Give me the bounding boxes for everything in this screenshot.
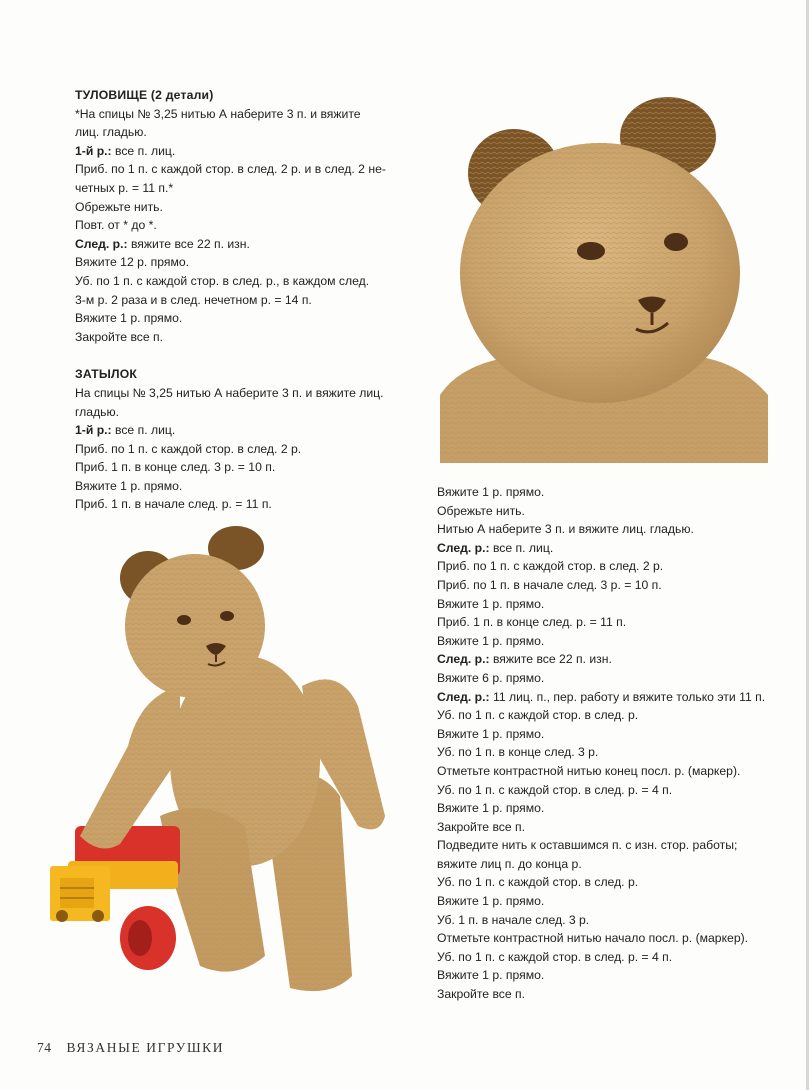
- instruction-text: Уб. по 1 п. с каждой стор. в след. р.: [437, 875, 639, 890]
- instruction-line: [75, 105, 420, 124]
- instruction-text: Подведите нить к оставшимся п. с изн. стор. работы;: [437, 838, 738, 853]
- instruction-text: Уб. по 1 п. с каждой стор. в след. р.: [437, 708, 639, 723]
- instruction-line: [75, 291, 420, 310]
- instruction-text: все п. лиц.: [111, 423, 176, 438]
- instruction-line: [437, 948, 797, 967]
- instruction-text: все п. лиц.: [111, 143, 176, 158]
- instruction-text: Обрежьте нить.: [75, 199, 163, 214]
- page-number: 74: [37, 1040, 52, 1055]
- instruction-text: Приб. 1 п. в начале след. р. = 11 п.: [75, 497, 272, 512]
- instruction-line: [437, 688, 797, 707]
- instruction-line: [75, 309, 420, 328]
- instruction-text: Вяжите 12 р. прямо.: [75, 255, 190, 270]
- instruction-line: [437, 799, 797, 818]
- instruction-text: Вяжите 1 р. прямо.: [437, 801, 545, 816]
- instruction-text: Вяжите 1 р. прямо.: [437, 726, 545, 741]
- row-label: След. р.:: [75, 236, 128, 251]
- instruction-text: Вяжите 1 р. прямо.: [437, 596, 545, 611]
- instruction-line: [437, 873, 797, 892]
- instruction-text: Вяжите 1 р. прямо.: [437, 894, 545, 909]
- instruction-line: [437, 818, 797, 837]
- row-label: 1-й р.:: [75, 423, 112, 438]
- continued-instructions: [437, 483, 797, 1004]
- instruction-line: [437, 557, 797, 576]
- instruction-line: [437, 911, 797, 930]
- instruction-text: Отметьте контрастной нитью конец посл. р. (маркер).: [437, 763, 741, 778]
- section-body-instructions: [75, 105, 420, 347]
- instruction-line: [75, 142, 420, 161]
- instruction-line: [75, 421, 420, 440]
- instruction-text: Повт. от * до *.: [75, 218, 157, 233]
- instruction-text: Приб. 1 п. в конце след. 3 р. = 10 п.: [75, 460, 276, 475]
- instruction-line: [437, 576, 797, 595]
- instruction-text: лиц. гладью.: [75, 125, 147, 140]
- instruction-text: Вяжите 1 р. прямо.: [75, 478, 183, 493]
- instruction-line: [437, 966, 797, 985]
- row-label: След. р.:: [437, 540, 490, 555]
- page-footer: [37, 1040, 224, 1056]
- row-label: 1-й р.:: [75, 143, 112, 158]
- instruction-line: [437, 743, 797, 762]
- instruction-text: вяжите все 22 п. изн.: [127, 236, 250, 251]
- instruction-line: [75, 440, 420, 459]
- bear-eye-left: [177, 615, 191, 625]
- instruction-text: Уб. по 1 п. с каждой стор. в след. р., в каждом след.: [75, 273, 370, 288]
- instruction-line: [437, 632, 797, 651]
- instruction-line: [437, 613, 797, 632]
- instruction-text: Вяжите 6 р. прямо.: [437, 670, 545, 685]
- row-label: След. р.:: [437, 689, 490, 704]
- instruction-text: Вяжите 1 р. прямо.: [75, 311, 183, 326]
- instruction-line: [75, 123, 420, 142]
- right-text-column: [437, 483, 797, 1004]
- right-eye: [664, 233, 688, 251]
- instruction-line: [75, 253, 420, 272]
- instruction-text: Отметьте контрастной нитью начало посл. р. (маркер).: [437, 931, 749, 946]
- instruction-line: [75, 216, 420, 235]
- instruction-line: [75, 235, 420, 254]
- instruction-text: Приб. по 1 п. с каждой стор. в след. 2 р.: [437, 559, 664, 574]
- instruction-text: Приб. 1 п. в конце след. р. = 11 п.: [437, 615, 627, 630]
- instruction-text: вяжите лиц п. до конца р.: [437, 856, 582, 871]
- instruction-line: [437, 762, 797, 781]
- instruction-text: Закройте все п.: [75, 329, 164, 344]
- instruction-text: гладью.: [75, 404, 120, 419]
- instruction-line: [75, 198, 420, 217]
- instruction-line: [437, 855, 797, 874]
- instruction-text: Обрежьте нить.: [437, 503, 525, 518]
- instruction-text: Уб. по 1 п. с каждой стор. в след. р. = 4 п.: [437, 782, 673, 797]
- instruction-line: [437, 520, 797, 539]
- book-title: ВЯЗАНЫЕ ИГРУШКИ: [66, 1040, 225, 1055]
- instruction-text: Приб. по 1 п. в начале след. 3 р. = 10 п.: [437, 577, 662, 592]
- instruction-text: Приб. по 1 п. с каждой стор. в след. 2 р. и в след. 2 не-: [75, 162, 386, 177]
- instruction-text: Приб. по 1 п. с каждой стор. в след. 2 р.: [75, 441, 302, 456]
- instruction-line: [437, 725, 797, 744]
- section-title-body: ТУЛОВИЩЕ (2 детали): [75, 88, 214, 102]
- instruction-line: [437, 483, 797, 502]
- instruction-line: [437, 669, 797, 688]
- bear-eye-right: [220, 611, 234, 621]
- bear-head-photo: [440, 95, 768, 463]
- instruction-line: [437, 929, 797, 948]
- instruction-line: [437, 650, 797, 669]
- instruction-text: Уб. по 1 п. с каждой стор. в след. р. = 4 п.: [437, 949, 673, 964]
- instruction-line: [437, 595, 797, 614]
- instruction-text: Закройте все п.: [437, 987, 526, 1002]
- instruction-text: все п. лиц.: [489, 540, 554, 555]
- instruction-line: [75, 495, 420, 514]
- instruction-line: [75, 403, 420, 422]
- instruction-text: вяжите все 22 п. изн.: [489, 652, 612, 667]
- instruction-text: Закройте все п.: [437, 819, 526, 834]
- instruction-text: Уб. по 1 п. в конце след. 3 р.: [437, 745, 599, 760]
- instruction-line: [75, 477, 420, 496]
- instruction-text: *На спицы № 3,25 нитью А наберите 3 п. и вяжите: [75, 106, 361, 121]
- instruction-text: четных р. = 11 п.*: [75, 180, 174, 195]
- instruction-line: [75, 179, 420, 198]
- instruction-line: [437, 836, 797, 855]
- instruction-line: [75, 384, 420, 403]
- teddy-bear-photo: [40, 526, 400, 996]
- instruction-text: 3-м р. 2 раза и в след. нечетном р. = 14 п.: [75, 292, 312, 307]
- instruction-line: [75, 328, 420, 347]
- instruction-text: Уб. 1 п. в начале след. 3 р.: [437, 912, 590, 927]
- instruction-text: Вяжите 1 р. прямо.: [437, 968, 545, 983]
- instruction-line: [437, 892, 797, 911]
- instruction-text: Нитью А наберите 3 п. и вяжите лиц. гладью.: [437, 522, 694, 537]
- instruction-text: На спицы № 3,25 нитью А наберите 3 п. и вяжите лиц.: [75, 385, 384, 400]
- left-text-column: [75, 86, 420, 514]
- instruction-line: [75, 458, 420, 477]
- instruction-line: [437, 502, 797, 521]
- instruction-line: [75, 160, 420, 179]
- instruction-line: [437, 539, 797, 558]
- instruction-text: 11 лиц. п., пер. работу и вяжите только эти 11 п.: [489, 689, 766, 704]
- instruction-line: [437, 706, 797, 725]
- instruction-text: Вяжите 1 р. прямо.: [437, 633, 545, 648]
- instruction-text: Вяжите 1 р. прямо.: [437, 485, 545, 499]
- row-label: След. р.:: [437, 652, 490, 667]
- left-eye: [577, 242, 605, 260]
- instruction-line: [75, 272, 420, 291]
- instruction-line: [437, 781, 797, 800]
- section-back-of-head-instructions: [75, 384, 420, 514]
- section-title-back-of-head: ЗАТЫЛОК: [75, 367, 138, 382]
- instruction-line: [437, 985, 797, 1004]
